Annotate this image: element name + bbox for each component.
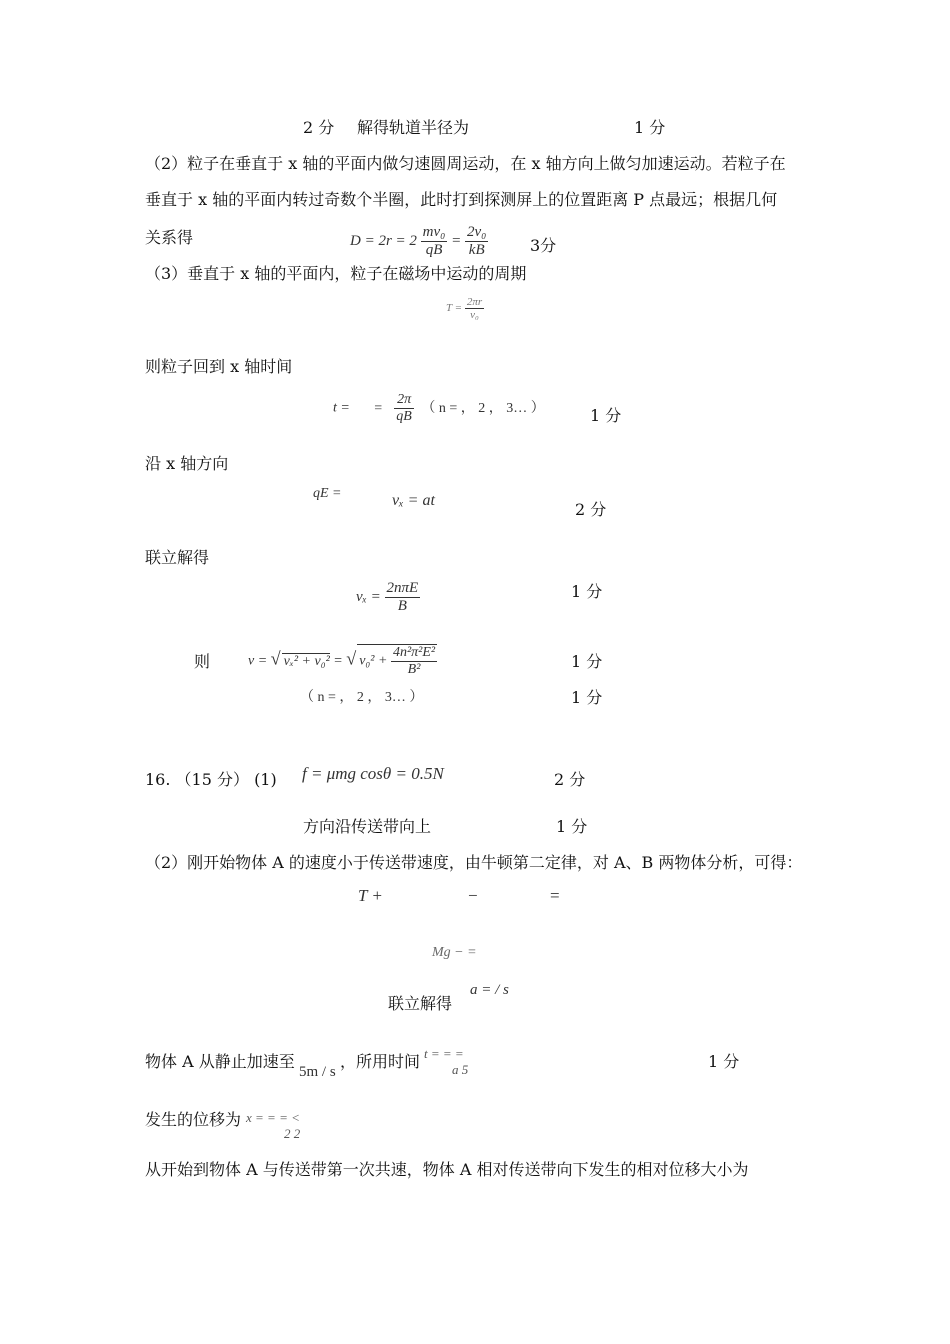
part3-line1: （3）垂直于 x 轴的平面内，粒子在磁场中运动的周期 [145, 264, 527, 283]
part2-16-text: （2）刚开始物体 A 的速度小于传送带速度，由牛顿第二定律，对 A、B 两物体分析，可得： [145, 853, 803, 872]
part2-line1: （2）粒子在垂直于 x 轴的平面内做匀速圆周运动，在 x 轴方向上做匀加速运动。若粒子在 [145, 154, 786, 173]
minus-sign: − [468, 886, 478, 905]
along-x-text: 沿 x 轴方向 [145, 454, 229, 473]
equation-f: f = μmg cosθ = 0.5N [302, 764, 444, 783]
direction-text: 方向沿传送带向上 [303, 817, 432, 836]
solve-16-text: 联立解得 [388, 994, 453, 1013]
equation-T: T = $\frac{2\pi r}{\text{v₀}}$ [446, 296, 483, 321]
equation-vx-at: vₓ = at [392, 492, 435, 509]
score-n: 1 分 [571, 688, 603, 707]
accel-velocity: 5m / s [299, 1064, 336, 1080]
q16-label: 16. （15 分） (1) [145, 770, 277, 789]
part2-line3: 关系得 [145, 228, 194, 247]
equation-D: D = 2r = 2 $\frac{\text{mv₀}}{qB}$ = $\frac{\text{2v₀}}{kB}$ [350, 224, 487, 258]
return-time-text: 则粒子回到 x 轴时间 [145, 357, 293, 376]
score-D: 3分 [530, 236, 557, 255]
score-t: 1 分 [590, 406, 622, 425]
accel-text: 物体 A 从静止加速至 [145, 1052, 295, 1071]
part2-line2: 垂直于 x 轴的平面内转过奇数个半圈，此时打到探测屏上的位置距离 P 点最远；根据几何 [145, 190, 778, 209]
equation-x16-den: 2 2 [284, 1126, 301, 1141]
equation-Mg: Mg − = [432, 945, 477, 960]
disp-text: 发生的位移为 [145, 1110, 242, 1129]
score-v: 1 分 [571, 652, 603, 671]
relative-disp-text: 从开始到物体 A 与传送带第一次共速，物体 A 相对传送带向下发生的相对位移大小为 [145, 1160, 749, 1179]
ze-text: 则 [194, 652, 211, 671]
equation-t16: t = = = [424, 1046, 464, 1061]
solve-text: 联立解得 [145, 548, 210, 567]
equation-vx: vₓ = $\frac{\text{2nπE}}{B}$ [356, 580, 419, 614]
n-list-2: （ n = ， 2 ， 3… ） [300, 690, 424, 705]
equals-sign: = [550, 886, 560, 905]
score-time: 1 分 [708, 1052, 740, 1071]
equation-qE: qE = [313, 486, 342, 501]
equation-t: t = = $\frac{2\pi}{qB}$ （ n = ， 2 ， 3… ） [333, 392, 545, 424]
score-vx: 1 分 [571, 582, 603, 601]
equation-t16-den: a 5 [452, 1062, 469, 1077]
score-f: 2 分 [554, 770, 586, 789]
radius-text: 解得轨道半径为 [357, 118, 470, 137]
time-text: ，所用时间 [340, 1052, 421, 1071]
score-top-right: 1 分 [634, 118, 666, 137]
score-direction: 1 分 [556, 817, 588, 836]
equation-v: v = √ vₓ² + v₀² = √ v₀² + $\frac{\text{4n²π²E²}}{\text{B²}}$ [248, 645, 436, 677]
score-qE: 2 分 [575, 500, 607, 519]
score-top-left: 2 分 [303, 118, 335, 137]
equation-x16: x = = = < [246, 1110, 300, 1125]
equation-a: a = / s [470, 982, 509, 998]
equation-T-plus: T + [358, 886, 383, 905]
